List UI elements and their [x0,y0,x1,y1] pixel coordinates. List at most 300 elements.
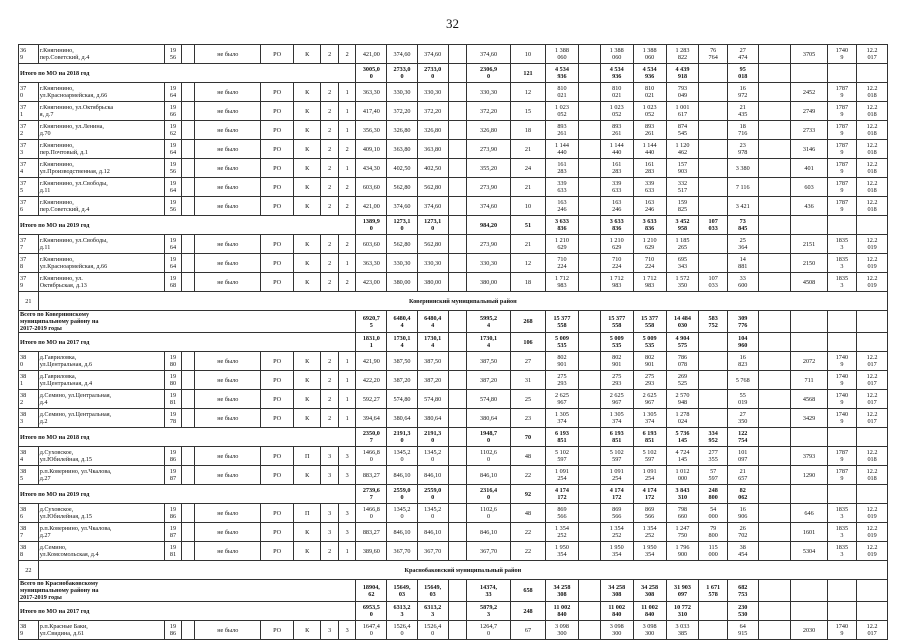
table-cell: 3793 [791,447,827,466]
subtotal-cell [827,64,857,83]
subtotal-label: Итого по МО на 2017 год [19,602,356,621]
table-cell: не было [195,197,261,216]
table-cell: д.Суховское, ул.Юбилейная, д.15 [38,504,164,523]
table-cell: К [294,273,321,292]
subtotal-cell [791,580,827,602]
table-cell [699,83,727,102]
table-cell: 19 56 [164,159,182,178]
table-cell: 1 001 617 [666,102,699,121]
table-cell: не было [195,273,261,292]
table-cell: 1 354 252 [600,523,633,542]
table-cell [578,409,600,428]
table-cell: 12 [510,254,545,273]
table-cell [758,159,791,178]
table-cell [182,523,195,542]
subtotal-cell [448,485,467,504]
table-cell [758,254,791,273]
table-cell: 603 [791,178,827,197]
subtotal-cell: 2350,0 7 [356,428,387,447]
table-cell: К [294,121,321,140]
table-cell: 2072 [791,352,827,371]
subtotal-cell [699,64,727,83]
table-cell [578,159,600,178]
subtotal-cell: 6953,5 0 [356,602,387,621]
table-cell [699,352,727,371]
table-cell: 38 6 [19,504,39,523]
table-cell: 363,30 [356,254,387,273]
subtotal-cell: 2191,3 0 [417,428,448,447]
table-cell: РО [261,254,294,273]
subtotal-cell: 11 002 840 [633,602,666,621]
table-cell: 1 210 629 [633,235,666,254]
subtotal-cell [758,602,791,621]
table-cell: 2 [321,45,339,64]
subtotal-cell [857,602,888,621]
table-cell [448,273,467,292]
table-cell: 21 [510,140,545,159]
table-cell: 2452 [791,83,827,102]
table-cell [578,447,600,466]
table-cell: 12.2 019 [857,254,888,273]
table-cell [578,83,600,102]
table-cell: 12.2 018 [857,102,888,121]
table-cell: 380,00 [387,273,418,292]
table-cell: 12.2 019 [857,273,888,292]
table-cell [699,178,727,197]
table-row [19,447,888,466]
table-cell: 339 633 [546,178,579,197]
table-cell: К [294,178,321,197]
table-cell [758,542,791,561]
table-cell: 363,80 [387,140,418,159]
table-cell: 434,30 [356,159,387,178]
table-cell: 3 [338,504,356,523]
table-cell [699,159,727,178]
subtotal-cell: 15 377 558 [546,311,579,333]
table-cell: 402,50 [387,159,418,178]
table-cell: 1 [338,371,356,390]
table-cell: 12.2 018 [857,197,888,216]
table-cell: 76 764 [699,45,727,64]
table-row [19,254,888,273]
table-cell: 273,90 [467,140,511,159]
table-cell: 3 [321,504,339,523]
table-cell: г.Княгинино, ул.Производственная, д.12 [38,159,164,178]
table-cell: 1 388 060 [633,45,666,64]
table-cell: 22 [510,542,545,561]
table-cell: не было [195,254,261,273]
table-cell: 1102,6 0 [467,447,511,466]
subtotal-cell: 6 193 851 [633,428,666,447]
table-cell [182,542,195,561]
table-cell: 1 023 052 [546,102,579,121]
subtotal-cell: 2559,0 0 [417,485,448,504]
table-cell: 115 000 [699,542,727,561]
table-row [19,159,888,178]
table-cell: 12.2 019 [857,523,888,542]
table-cell: 19 86 [164,504,182,523]
subtotal-cell: 4 439 918 [666,64,699,83]
subtotal-cell: 11 002 840 [600,602,633,621]
table-cell: 374,60 [417,45,448,64]
table-cell: 5 768 [727,371,758,390]
table-cell: 423,00 [356,273,387,292]
table-cell [578,371,600,390]
table-cell: 1345,2 0 [387,504,418,523]
table-cell [448,523,467,542]
subtotal-cell: 5 736 145 [666,428,699,447]
table-cell: 846,10 [417,466,448,485]
table-cell: 101 097 [727,447,758,466]
table-cell: 1 [338,159,356,178]
table-cell: 12.2 019 [857,504,888,523]
table-cell: 409,10 [356,140,387,159]
table-cell: К [294,83,321,102]
table-cell: 2 [321,159,339,178]
table-cell: 394,64 [356,409,387,428]
table-cell: 387,50 [387,352,418,371]
subtotal-cell [758,428,791,447]
table-row [19,390,888,409]
table-cell: 1787 9 [827,178,857,197]
table-cell: 574,80 [467,390,511,409]
table-cell [699,235,727,254]
subtotal-cell [827,602,857,621]
table-cell [448,121,467,140]
table-cell: 711 [791,371,827,390]
table-cell: 1290 [791,466,827,485]
subtotal-cell: 14 484 030 [666,311,699,333]
table-row [19,580,888,602]
table-cell: 19 81 [164,542,182,561]
table-cell: 4508 [791,273,827,292]
table-cell: 436 [791,197,827,216]
table-cell: 380,64 [467,409,511,428]
table-cell: К [294,542,321,561]
table-cell: 3 [321,466,339,485]
table-cell: 19 64 [164,178,182,197]
table-cell [448,83,467,102]
table-cell: 421,90 [356,352,387,371]
table-cell: 19 56 [164,197,182,216]
table-cell [699,371,727,390]
table-cell: К [294,621,321,640]
table-cell: 12.2 017 [857,390,888,409]
table-cell: 1 [338,390,356,409]
table-row [19,273,888,292]
subtotal-cell: 11 002 840 [546,602,579,621]
table-cell [448,409,467,428]
table-cell: не было [195,121,261,140]
table-cell: 3 [338,523,356,542]
table-cell: 1 091 254 [546,466,579,485]
table-cell: 19 87 [164,523,182,542]
table-cell: не было [195,390,261,409]
table-cell: 2 [338,197,356,216]
table-cell: РО [261,45,294,64]
table-cell: 562,80 [417,178,448,197]
table-cell: 846,10 [387,466,418,485]
table-cell: 330,30 [417,254,448,273]
table-cell [578,390,600,409]
table-row [19,485,888,504]
table-cell: 1787 9 [827,159,857,178]
table-cell: РО [261,409,294,428]
table-cell: 389,60 [356,542,387,561]
table-cell: 19 87 [164,466,182,485]
table-cell: г.Княгинино, пер.Советский, д.4 [38,45,164,64]
subtotal-cell: 15649, 03 [417,580,448,602]
table-row [19,428,888,447]
subtotal-cell [578,216,600,235]
table-cell: РО [261,542,294,561]
table-cell: 54 000 [699,504,727,523]
table-cell [578,504,600,523]
table-cell: 1 [338,83,356,102]
subtotal-cell: 122 754 [727,428,758,447]
subtotal-cell [699,602,727,621]
subtotal-cell: 2306,9 0 [467,64,511,83]
table-cell [448,159,467,178]
subtotal-cell: 984,20 [467,216,511,235]
table-cell: 21 435 [727,102,758,121]
table-cell: 592,27 [356,390,387,409]
table-cell: 19 68 [164,273,182,292]
table-cell: 37 1 [19,102,39,121]
table-cell: 57 597 [699,466,727,485]
subtotal-cell: 4 534 936 [546,64,579,83]
subtotal-cell [578,311,600,333]
subtotal-cell: 1273,1 0 [417,216,448,235]
table-cell: 883,27 [356,523,387,542]
subtotal-cell [758,216,791,235]
table-cell: РО [261,504,294,523]
table-cell: 355,20 [467,159,511,178]
table-cell: 330,30 [387,254,418,273]
table-cell: 374,60 [417,197,448,216]
table-row [19,64,888,83]
table-cell: не было [195,102,261,121]
table-cell: 1345,2 0 [417,447,448,466]
table-cell: 3 [321,621,339,640]
subtotal-cell [857,580,888,602]
table-cell: 1 [338,542,356,561]
table-cell: 1 354 252 [633,523,666,542]
table-cell: 2 [321,273,339,292]
table-row [19,371,888,390]
subtotal-cell: 1948,7 0 [467,428,511,447]
table-cell [182,447,195,466]
table-cell [578,466,600,485]
table-cell: 1 144 440 [600,140,633,159]
table-cell: 67 [510,621,545,640]
table-cell: 710 224 [633,254,666,273]
table-cell: 12.2 018 [857,121,888,140]
table-cell: д.Семино, ул.Комсомольская, д.4 [38,542,164,561]
table-cell: 1 950 354 [600,542,633,561]
table-cell: 2 [338,235,356,254]
table-cell: 18 716 [727,121,758,140]
table-cell: г.Княгинино, ул.Ленина, д.70 [38,121,164,140]
table-cell: 401 [791,159,827,178]
table-cell [699,390,727,409]
table-cell [182,83,195,102]
table-cell: не было [195,45,261,64]
table-cell: 12.2 018 [857,178,888,197]
subtotal-cell: 15 377 558 [600,311,633,333]
table-cell: 2 [321,140,339,159]
table-cell: 157 903 [666,159,699,178]
table-cell: 269 525 [666,371,699,390]
table-cell: д.Гавриловка, ул.Центральная, д.6 [38,352,164,371]
table-cell: 380,64 [387,409,418,428]
subtotal-cell [827,580,857,602]
table-cell: 387,20 [417,371,448,390]
subtotal-cell [448,216,467,235]
table-cell: 893 261 [546,121,579,140]
table-cell: К [294,159,321,178]
table-cell: 37 7 [19,235,39,254]
table-cell [699,140,727,159]
table-cell: 25 [510,390,545,409]
subtotal-cell [448,333,467,352]
table-cell: 2 [338,178,356,197]
table-cell: 12.2 018 [857,83,888,102]
subtotal-cell [578,580,600,602]
subtotal-cell: 268 [510,311,545,333]
table-cell: 869 566 [600,504,633,523]
table-cell: 12 [510,83,545,102]
table-cell: 48 [510,504,545,523]
subtotal-cell: 2733,0 0 [417,64,448,83]
table-row [19,466,888,485]
table-cell: 874 545 [666,121,699,140]
table-cell: 2 [321,409,339,428]
table-cell: 1740 9 [827,371,857,390]
table-cell: 2 [321,542,339,561]
table-row [19,45,888,64]
table-cell: 332 517 [666,178,699,197]
subtotal-label: Итого по МО на 2019 год [19,485,356,504]
table-cell: д.Семино, ул.Центральная, д.4 [38,390,164,409]
table-cell: 2 [321,235,339,254]
table-cell: 1740 9 [827,352,857,371]
subtotal-label: Итого по МО на 2018 год [19,428,356,447]
subtotal-cell [827,485,857,504]
table-cell: р.п.Ковернино, ул.Чкалова, д.27 [38,466,164,485]
table-cell: К [294,45,321,64]
table-cell: 387,50 [417,352,448,371]
table-cell: 1 210 629 [600,235,633,254]
table-cell: 12.2 017 [857,45,888,64]
table-cell: 4568 [791,390,827,409]
table-cell [448,254,467,273]
subtotal-cell [578,602,600,621]
table-cell [699,102,727,121]
table-cell: 19 64 [164,83,182,102]
subtotal-label: Итого по МО на 2017 год [19,333,356,352]
subtotal-label: Всего по Ковернинскому муниципальному району на 2017-2019 годы [19,311,356,333]
table-cell: 27 474 [727,45,758,64]
subtotal-cell [827,216,857,235]
table-cell [448,504,467,523]
table-cell: 883,27 [356,466,387,485]
table-cell [182,102,195,121]
table-cell: 1 712 983 [633,273,666,292]
table-cell: 23 978 [727,140,758,159]
table-cell [699,121,727,140]
table-cell: 387,50 [467,352,511,371]
table-cell: 37 0 [19,83,39,102]
table-cell: 1 [338,102,356,121]
table-cell: 19 62 [164,121,182,140]
table-cell: РО [261,140,294,159]
table-cell: 363,80 [417,140,448,159]
subtotal-cell: 106 [510,333,545,352]
subtotal-cell: 230 530 [727,602,758,621]
table-row [19,140,888,159]
subtotal-cell: 583 752 [699,311,727,333]
table-cell: 3 098 300 [600,621,633,640]
table-row [19,292,888,311]
table-cell [758,352,791,371]
subtotal-cell [857,64,888,83]
table-cell: 64 915 [727,621,758,640]
table-cell: 1787 9 [827,447,857,466]
table-cell: г.Княгинино, ул.Красноармейская, д.66 [38,83,164,102]
table-cell: 19 81 [164,390,182,409]
subtotal-cell: 15 377 558 [633,311,666,333]
table-cell: 12.2 017 [857,409,888,428]
table-cell: 380,64 [417,409,448,428]
table-cell: 4 724 145 [666,447,699,466]
table-cell: 1345,2 0 [417,504,448,523]
subtotal-cell [857,428,888,447]
table-cell [182,159,195,178]
table-cell: 2 [321,390,339,409]
table-cell [758,178,791,197]
table-cell [182,371,195,390]
table-cell [758,273,791,292]
table-cell: 14 881 [727,254,758,273]
table-cell: 37 6 [19,197,39,216]
table-cell: 2 [321,83,339,102]
table-cell: 18 [510,121,545,140]
table-cell [758,466,791,485]
subtotal-cell [758,64,791,83]
table-cell: 37 8 [19,254,39,273]
subtotal-cell: 15649, 03 [387,580,418,602]
subtotal-cell [857,333,888,352]
table-cell: 1 [338,352,356,371]
table-cell: 1601 [791,523,827,542]
table-cell: 372,20 [467,102,511,121]
table-row [19,102,888,121]
table-cell: 15 [510,102,545,121]
table-cell: 2 [338,140,356,159]
table-cell: 810 021 [546,83,579,102]
table-cell: 19 78 [164,409,182,428]
table-cell: 19 56 [164,45,182,64]
table-cell: г.Княгинино, пер.Почтовый, д.1 [38,140,164,159]
table-cell: 37 3 [19,140,39,159]
table-cell: 1 796 900 [666,542,699,561]
subtotal-cell: 14374, 33 [467,580,511,602]
subtotal-cell [857,485,888,504]
subtotal-cell: 6313,2 3 [417,602,448,621]
table-cell: 1345,2 0 [387,447,418,466]
table-cell: 802 901 [546,352,579,371]
